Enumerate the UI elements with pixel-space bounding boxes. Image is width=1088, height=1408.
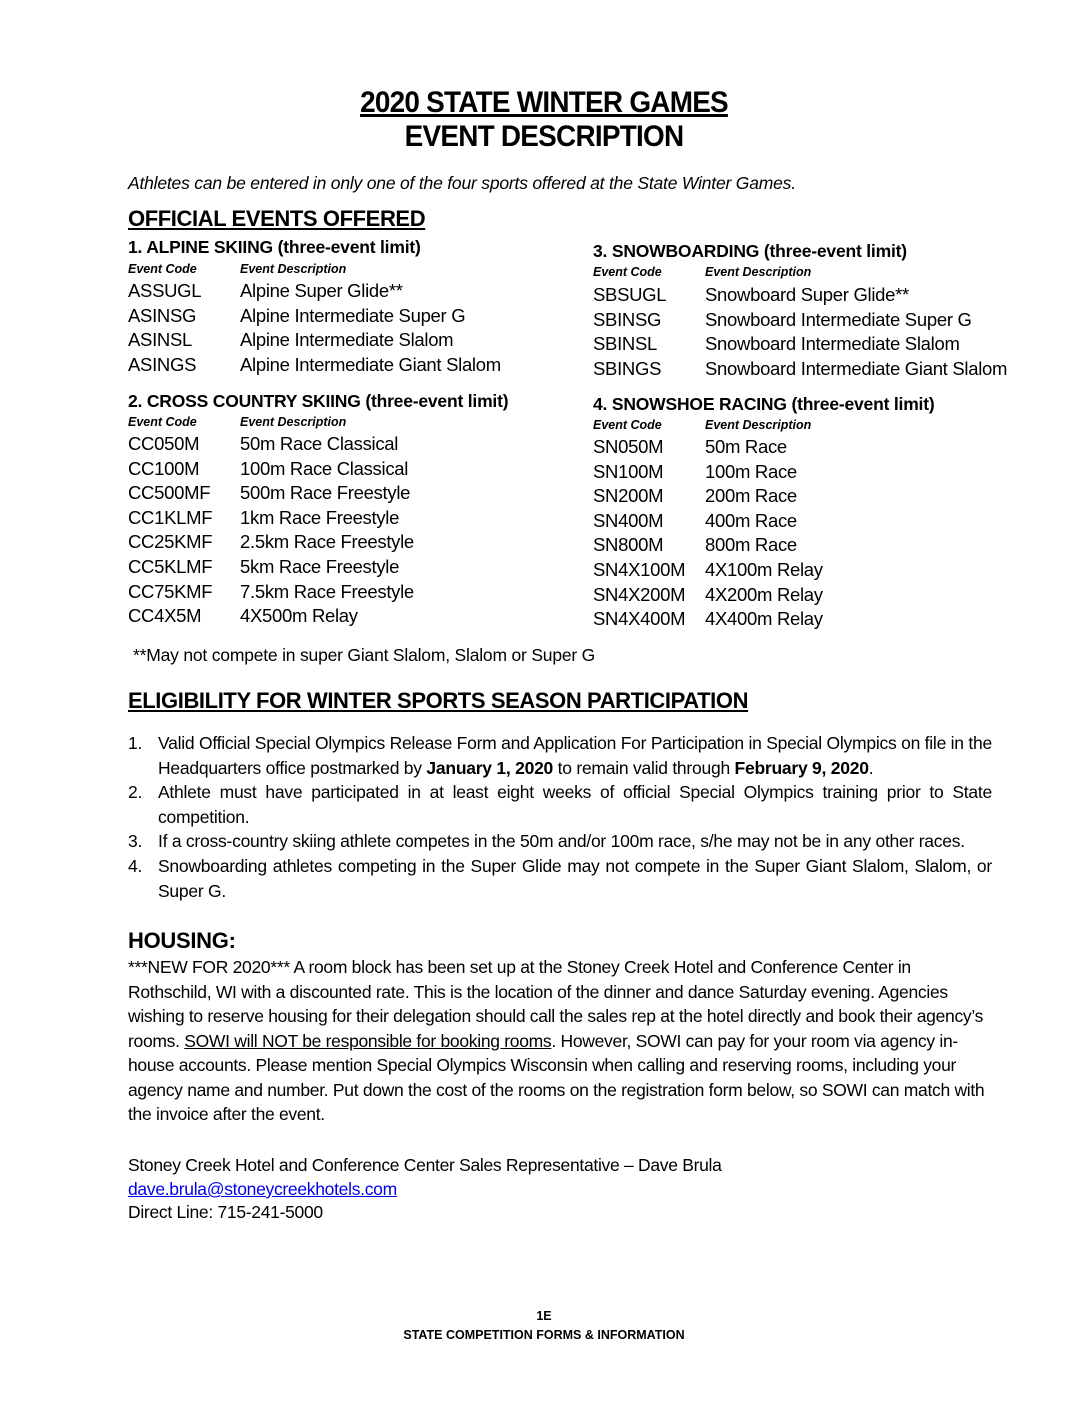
event-code: ASINSG (128, 304, 197, 326)
event-code: SN4X100M (593, 559, 686, 580)
eligibility-text: Snowboarding athletes competing in the Super Glide may not compete in the Super Giant Slalom, Slalom, or Super G. (158, 856, 992, 901)
sport-heading-snowshoe: 4. SNOWSHOE RACING (three-event limit) (593, 394, 935, 414)
page-title: 2020 STATE WINTER GAMES (360, 86, 728, 119)
event-code: SN200M (593, 485, 664, 507)
column-header-description: Event Description (240, 262, 347, 276)
intro-text: Athletes can be entered in only one of the four sports offered at the State Winter Games. (128, 173, 796, 193)
event-code: CC4X5M (128, 605, 202, 627)
booking-warning: SOWI will NOT be responsible for booking rooms (184, 1030, 552, 1051)
sport-heading-alpine: 1. ALPINE SKIING (three-event limit) (128, 237, 421, 257)
event-description: 7.5km Race Freestyle (240, 580, 414, 602)
event-code: SBINSG (593, 308, 662, 330)
footer-label: STATE COMPETITION FORMS & INFORMATION (403, 1328, 685, 1342)
event-code: ASINSL (128, 329, 193, 350)
event-code: SBINSL (593, 333, 658, 354)
event-code: SBINGS (593, 357, 662, 379)
sales-rep-email-link[interactable]: dave.brula@stoneycreekhotels.com (128, 1179, 397, 1199)
column-header-code: Event Code (128, 262, 197, 276)
eligibility-item (128, 731, 992, 780)
event-description: 50m Race (705, 436, 787, 457)
column-header-code: Event Code (593, 265, 662, 279)
event-code: SN400M (593, 509, 664, 531)
event-description: 4X500m Relay (240, 605, 358, 627)
event-code: CC75KMF (128, 580, 213, 602)
event-description: 4X200m Relay (705, 583, 823, 605)
event-description: 200m Race (705, 485, 797, 507)
event-code: SN4X200M (593, 583, 686, 605)
event-code: CC100M (128, 457, 200, 479)
event-description: Snowboard Intermediate Slalom (705, 333, 960, 354)
event-code: CC5KLMF (128, 556, 213, 577)
event-code: CC25KMF (128, 531, 213, 553)
housing-heading: HOUSING: (128, 928, 236, 953)
event-description: 400m Race (705, 509, 797, 531)
eligibility-heading: ELIGIBILITY FOR WINTER SPORTS SEASON PARTICIPATION (128, 688, 749, 713)
official-events-heading: OFFICIAL EVENTS OFFERED (128, 206, 426, 231)
sport-heading-cross-country: 2. CROSS COUNTRY SKIING (three-event limit) (128, 391, 509, 411)
direct-line: Direct Line: 715-241-5000 (128, 1202, 323, 1222)
event-description: Alpine Intermediate Giant Slalom (240, 353, 501, 375)
event-code: CC1KLMF (128, 506, 213, 528)
eligibility-item (128, 829, 992, 854)
event-description: Alpine Intermediate Slalom (240, 329, 454, 350)
event-description: Snowboard Super Glide** (705, 284, 909, 305)
event-description: Snowboard Intermediate Giant Slalom (705, 357, 1008, 379)
event-description: Alpine Super Glide** (240, 280, 403, 301)
sport-heading-snowboarding: 3. SNOWBOARDING (three-event limit) (593, 241, 907, 261)
eligibility-text: Valid Official Special Olympics Release Form and Application For Participation in Special Olympics on file in the Headquarters office postmarked by January 1, 2020 to remain valid through February 9, 2020. (158, 733, 992, 778)
sales-rep-line: Stoney Creek Hotel and Conference Center Sales Representative – Dave Brula (128, 1155, 722, 1175)
eligibility-text: If a cross-country skiing athlete competes in the 50m and/or 100m race, s/he may not be in any other races. (158, 831, 965, 851)
event-description: 100m Race Classical (240, 457, 409, 479)
column-header-code: Event Code (128, 415, 197, 429)
column-header-description: Event Description (705, 265, 812, 279)
event-description: 4X100m Relay (705, 559, 823, 580)
event-description: 4X400m Relay (705, 608, 823, 630)
column-header-description: Event Description (240, 415, 347, 429)
event-code: SN800M (593, 534, 664, 556)
event-description: 500m Race Freestyle (240, 482, 411, 504)
eligibility-text: Athlete must have participated in at least eight weeks of official Special Olympics training prior to State competition. (158, 782, 992, 827)
event-description: 5km Race Freestyle (240, 556, 400, 577)
page-subtitle: EVENT DESCRIPTION (404, 120, 684, 153)
event-code: SBSUGL (593, 284, 667, 305)
event-description: 800m Race (705, 534, 797, 556)
event-code: ASSUGL (128, 280, 202, 301)
event-code: SN4X400M (593, 608, 686, 630)
event-code: SN100M (593, 460, 664, 482)
event-code: SN050M (593, 436, 664, 457)
event-description: 2.5km Race Freestyle (240, 531, 414, 553)
list-number: 1. (128, 733, 143, 753)
event-description: Snowboard Intermediate Super G (705, 308, 972, 330)
eligibility-item (128, 780, 992, 829)
event-description: 50m Race Classical (240, 433, 399, 454)
event-description: 100m Race (705, 460, 797, 482)
list-number: 2. (128, 782, 143, 802)
column-header-description: Event Description (705, 418, 812, 432)
housing-paragraph: ***NEW FOR 2020*** A room block has been set up at the Stoney Creek Hotel and Conference Center in Rothschild, WI with a discounted rate. This is the location of the dinner and dance Saturday evening. Agencies wishing to reserve housing for their delegation should call the sales rep at the hotel directly and book their agency’s rooms. SOWI will NOT be responsible for booking rooms. However, SOWI can pay for your room via agency in-house accounts. Please mention Special Olympics Wisconsin when calling and reserving rooms, including your agency name and number. Put down the cost of the rooms on the registration form below, so SOWI can match with the invoice after the event. (128, 957, 985, 1124)
event-code: ASINGS (128, 353, 197, 375)
page-number: 1E (536, 1309, 552, 1323)
list-number: 4. (128, 856, 143, 876)
event-description: Alpine Intermediate Super G (240, 304, 466, 326)
event-code: CC050M (128, 433, 200, 454)
super-glide-note: **May not compete in super Giant Slalom, Slalom or Super G (133, 645, 596, 665)
eligibility-item (128, 854, 992, 903)
event-code: CC500MF (128, 482, 211, 504)
list-number: 3. (128, 831, 143, 851)
event-description: 1km Race Freestyle (240, 506, 400, 528)
column-header-code: Event Code (593, 418, 662, 432)
